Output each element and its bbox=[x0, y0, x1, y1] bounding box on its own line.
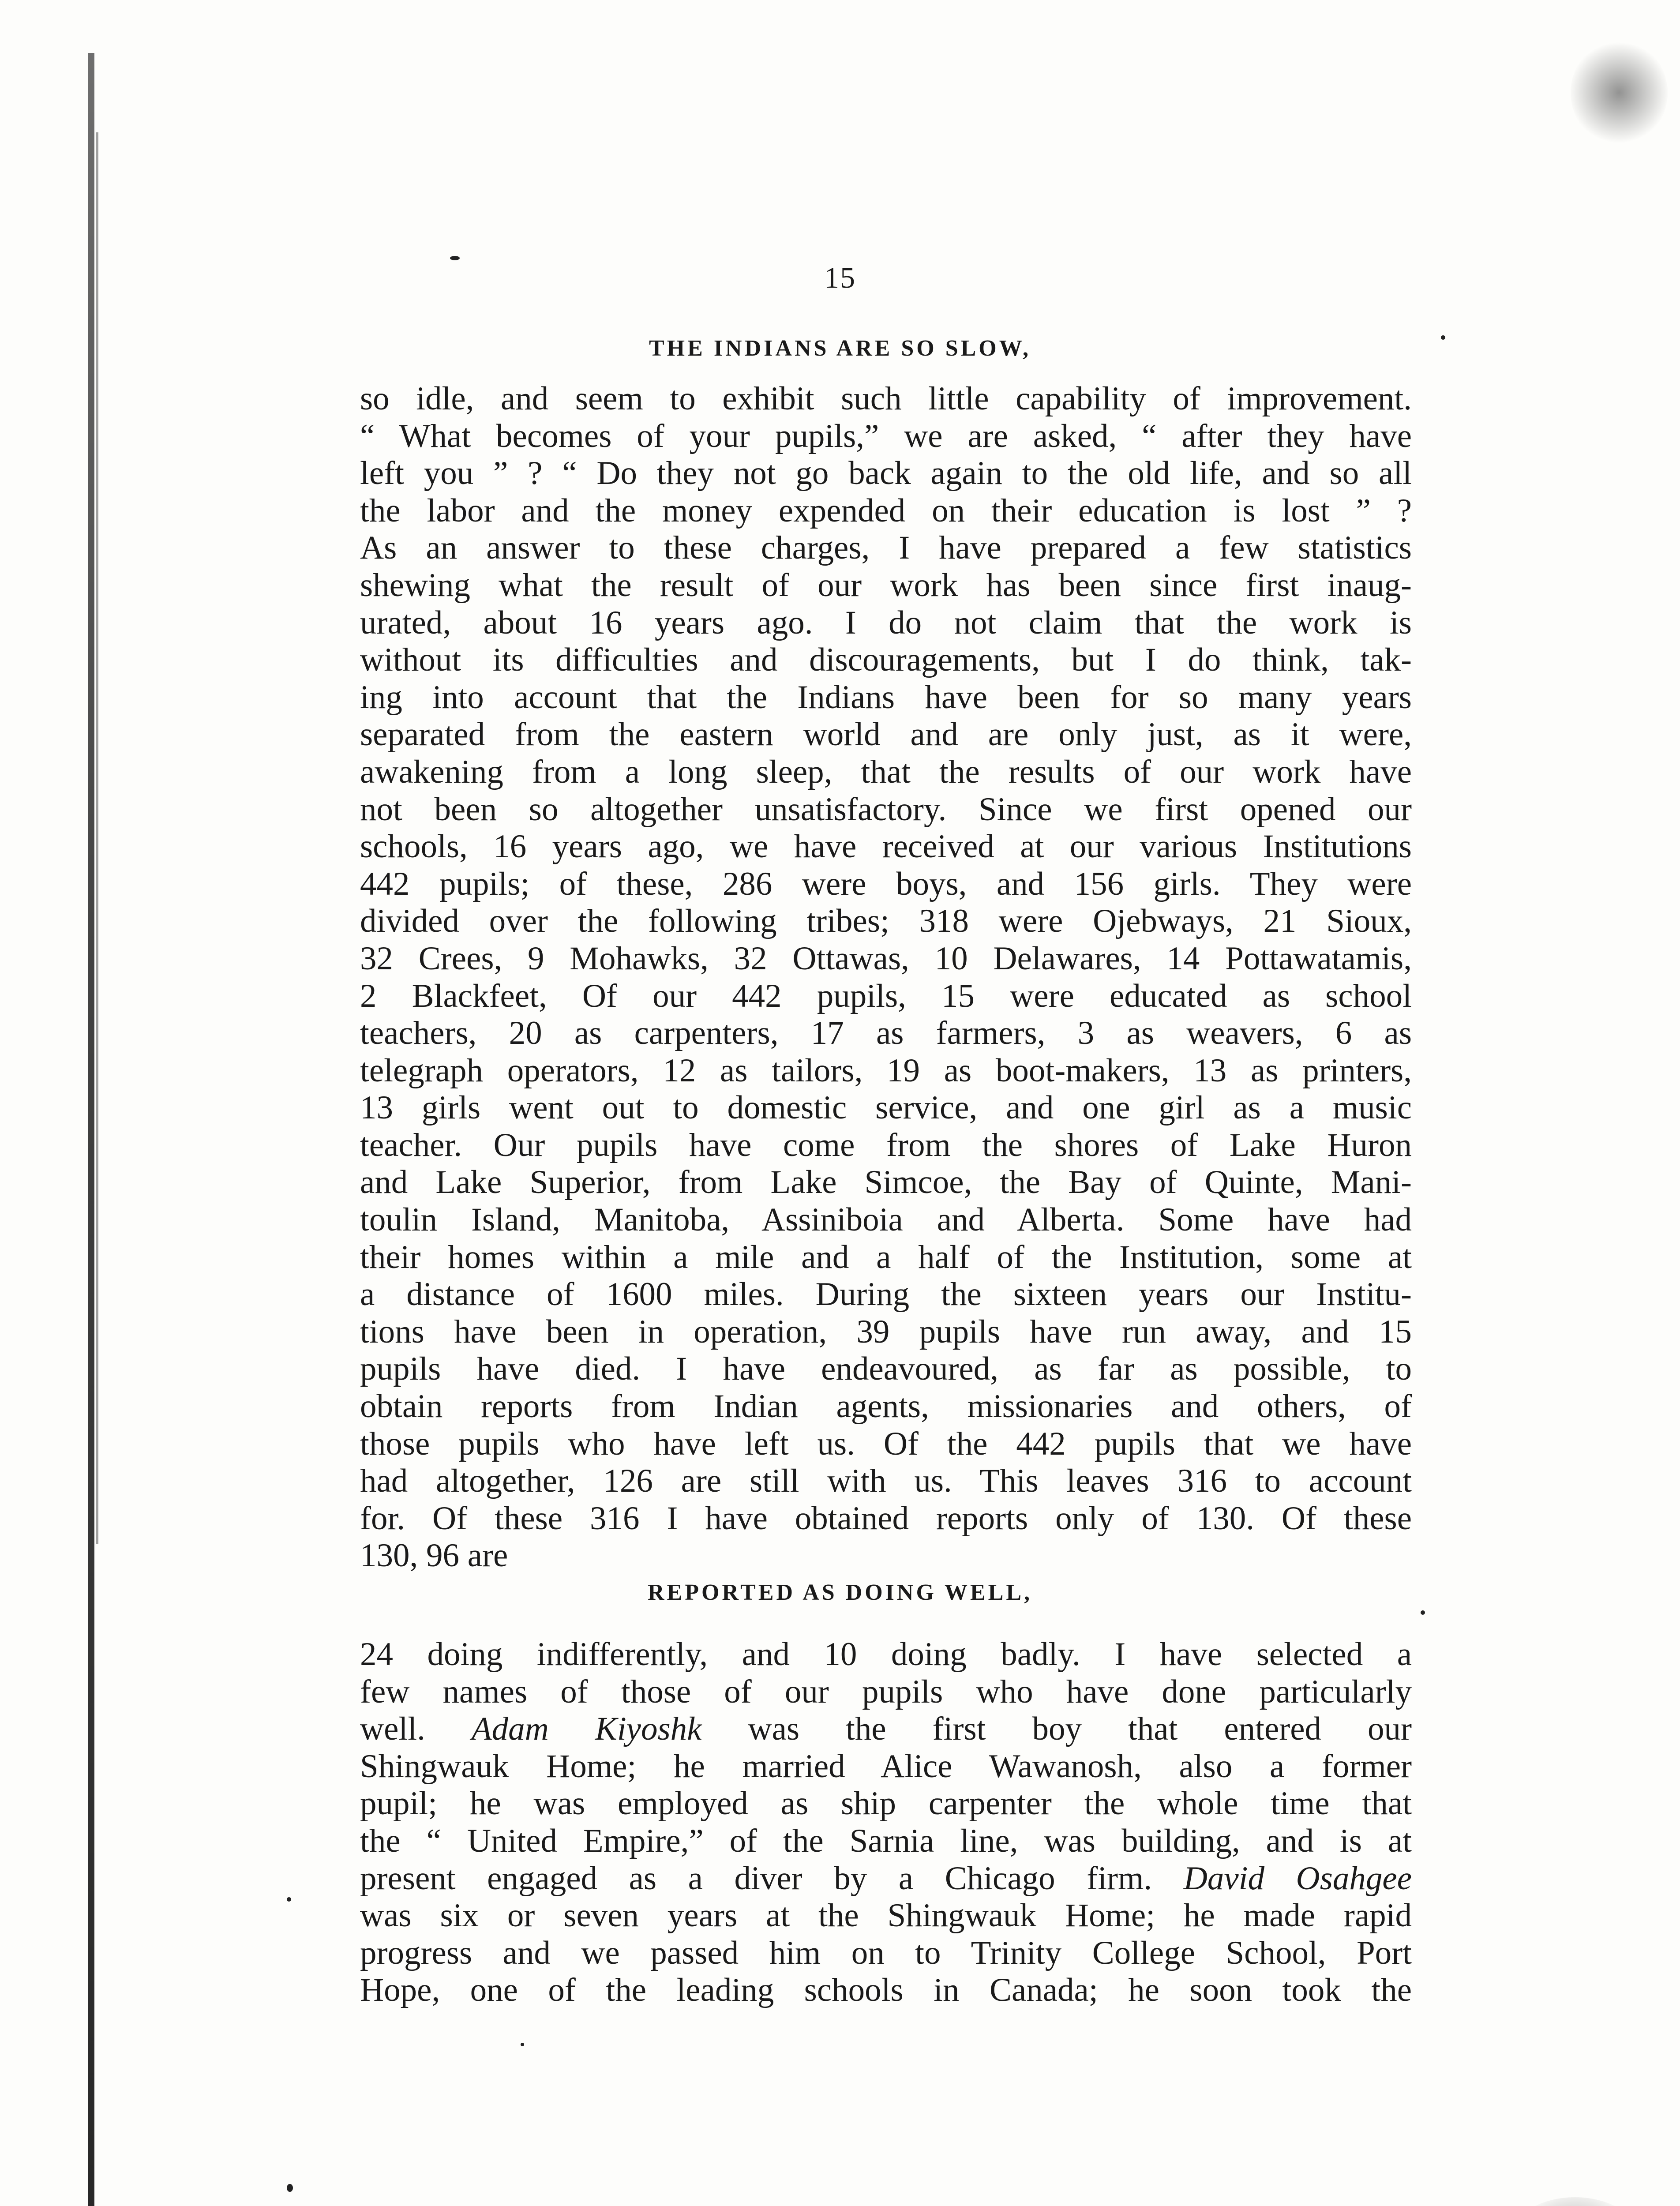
text-line: separated from the eastern world and are only just, as it were, bbox=[360, 716, 1412, 753]
text-line: teacher. Our pupils have come from the shores of Lake Huron bbox=[360, 1126, 1412, 1163]
pupil-name-david-osahgee: David Osahgee bbox=[1183, 1860, 1412, 1897]
text-line: 32 Crees, 9 Mohawks, 32 Ottawas, 10 Delawares, 14 Pottawatamis, bbox=[360, 940, 1412, 977]
text-line: urated, about 16 years ago. I do not claim that the work is bbox=[360, 604, 1412, 641]
text-line: teachers, 20 as carpenters, 17 as farmers, 3 as weavers, 6 as bbox=[360, 1015, 1412, 1052]
text-line: Shingwauk Home; he married Alice Wawanosh, also a former bbox=[360, 1748, 1412, 1785]
text-fragment: present engaged as a diver by a Chicago firm. bbox=[360, 1860, 1184, 1897]
section-heading-indians-slow: THE INDIANS ARE SO SLOW, bbox=[649, 336, 1031, 361]
page-number: 15 bbox=[824, 261, 856, 294]
text-line: 442 pupils; of these, 286 were boys, and 156 girls. They were bbox=[360, 865, 1412, 902]
text-line: pupils have died. I have endeavoured, as far as possible, to bbox=[360, 1351, 1412, 1388]
text-line: so idle, and seem to exhibit such little capability of improvement. bbox=[360, 380, 1412, 417]
text-line: 24 doing indifferently, and 10 doing badly. I have selected a bbox=[360, 1636, 1412, 1673]
text-line: was six or seven years at the Shingwauk Home; he made rapid bbox=[360, 1897, 1412, 1934]
text-line: Hope, one of the leading schools in Canada; he soon took the bbox=[360, 1972, 1412, 2009]
scan-speck bbox=[287, 1897, 291, 1902]
text-line: telegraph operators, 12 as tailors, 19 as boot-makers, 13 as printers, bbox=[360, 1052, 1412, 1089]
text-line: had altogether, 126 are still with us. This leaves 316 to account bbox=[360, 1463, 1412, 1500]
text-line: 13 girls went out to domestic service, and one girl as a music bbox=[360, 1089, 1412, 1126]
text-line: 130, 96 are bbox=[360, 1537, 508, 1574]
text-line: the “ United Empire,” of the Sarnia line, was building, and is at bbox=[360, 1822, 1412, 1859]
text-fragment: well. bbox=[360, 1711, 472, 1748]
text-line: few names of those of our pupils who have done particularly bbox=[360, 1673, 1412, 1710]
text-line: shewing what the result of our work has been since first inaug- bbox=[360, 567, 1412, 604]
paragraph-statistics bbox=[360, 380, 1412, 1575]
text-line: 2 Blackfeet, Of our 442 pupils, 15 were educated as school bbox=[360, 977, 1412, 1014]
text-line: not been so altogether unsatisfactory. Since we first opened our bbox=[360, 791, 1412, 828]
text-line: divided over the following tribes; 318 were Ojebways, 21 Sioux, bbox=[360, 903, 1412, 940]
text-line-with-name bbox=[360, 1711, 1412, 1748]
scan-speck bbox=[521, 2043, 524, 2046]
text-line: schools, 16 years ago, we have received at our various Institutions bbox=[360, 828, 1412, 865]
text-line: As an answer to these charges, I have prepared a few statistics bbox=[360, 529, 1412, 567]
text-line: pupil; he was employed as ship carpenter the whole time that bbox=[360, 1785, 1412, 1822]
text-line: awakening from a long sleep, that the results of our work have bbox=[360, 753, 1412, 790]
text-line: ing into account that the Indians have been for so many years bbox=[360, 679, 1412, 716]
text-line: without its difficulties and discouragements, but I do think, tak- bbox=[360, 642, 1412, 679]
text-line: tions have been in operation, 39 pupils have run away, and 15 bbox=[360, 1313, 1412, 1350]
paragraph-former-pupils bbox=[360, 1636, 1412, 2009]
pupil-name-adam-kiyoshk: Adam Kiyoshk bbox=[471, 1711, 702, 1748]
scan-speck bbox=[450, 256, 460, 260]
scan-corner-noise bbox=[1500, 2197, 1650, 2206]
text-line: for. Of these 316 I have obtained reports only of 130. Of these bbox=[360, 1500, 1412, 1537]
text-line: those pupils who have left us. Of the 442 pupils that we have bbox=[360, 1425, 1412, 1462]
scan-corner-noise bbox=[1571, 40, 1668, 146]
scan-speck bbox=[1421, 1610, 1425, 1615]
binding-edge-shadow bbox=[88, 53, 94, 2206]
text-line-with-name bbox=[360, 1860, 1412, 1898]
text-line: their homes within a mile and a half of the Institution, some at bbox=[360, 1238, 1412, 1276]
text-line: “ What becomes of your pupils,” we are asked, “ after they have bbox=[360, 417, 1412, 454]
text-line: and Lake Superior, from Lake Simcoe, the Bay of Quinte, Mani- bbox=[360, 1164, 1412, 1201]
text-line: a distance of 1600 miles. During the sixteen years our Institu- bbox=[360, 1276, 1412, 1313]
scan-speck bbox=[287, 2184, 293, 2192]
text-line: the labor and the money expended on their education is lost ” ? bbox=[360, 492, 1412, 529]
section-heading-reported-well: REPORTED AS DOING WELL, bbox=[647, 1580, 1033, 1605]
text-line: left you ” ? “ Do they not go back again to the old life, and so all bbox=[360, 455, 1412, 492]
text-line: toulin Island, Manitoba, Assiniboia and Alberta. Some have had bbox=[360, 1201, 1412, 1238]
text-line: progress and we passed him on to Trinity College School, Port bbox=[360, 1934, 1412, 1971]
text-line: obtain reports from Indian agents, missionaries and others, of bbox=[360, 1388, 1412, 1425]
text-fragment: was the first boy that entered our bbox=[701, 1711, 1412, 1748]
